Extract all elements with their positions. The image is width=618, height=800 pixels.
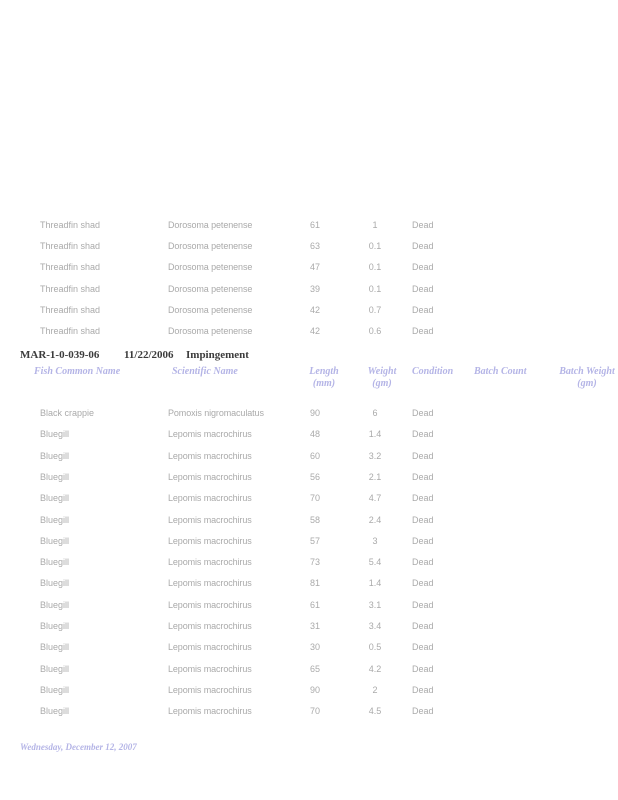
site-info-line: [20, 347, 618, 363]
cell-common-name: Bluegill: [40, 684, 70, 695]
cell-condition: Dead: [412, 706, 434, 717]
cell-condition: Dead: [412, 557, 434, 568]
cell-scientific-name: Lepomis macrochirus: [168, 557, 252, 568]
cell-weight: 0.7: [368, 304, 382, 315]
cell-condition: Dead: [412, 220, 434, 230]
cell-condition: Dead: [412, 514, 434, 525]
header-batch-weight-label: Batch Weight: [559, 366, 615, 377]
cell-weight: 1.4: [368, 429, 382, 440]
cell-condition: Dead: [412, 283, 434, 294]
table-row: [0, 218, 618, 232]
cell-length: 61: [309, 220, 320, 230]
cell-condition: Dead: [412, 326, 434, 336]
cell-length: 60: [309, 450, 320, 461]
cell-length: 56: [309, 471, 320, 482]
cell-weight: 2: [372, 684, 378, 695]
cell-length: 65: [309, 663, 320, 674]
cell-scientific-name: Lepomis macrochirus: [168, 684, 252, 695]
cell-common-name: Bluegill: [40, 557, 70, 568]
cell-length: 90: [309, 684, 320, 695]
header-batch-count: Batch Count: [474, 366, 527, 377]
cell-length: 30: [309, 642, 320, 653]
cell-scientific-name: Lepomis macrochirus: [168, 493, 252, 504]
cell-common-name: Bluegill: [40, 429, 70, 440]
cell-weight: 1.4: [368, 578, 382, 589]
cell-scientific-name: Dorosoma petenense: [168, 304, 253, 315]
cell-common-name: Bluegill: [40, 621, 70, 631]
cell-length: 58: [309, 514, 320, 525]
cell-scientific-name: Lepomis macrochirus: [168, 642, 252, 653]
cell-scientific-name: Pomoxis nigromaculatus: [168, 408, 264, 418]
cell-condition: Dead: [412, 535, 434, 546]
header-batch-weight-unit: (gm): [577, 378, 597, 389]
cell-weight: 5.4: [368, 557, 382, 568]
cell-condition: Dead: [412, 493, 434, 504]
table-row: [0, 427, 618, 441]
cell-scientific-name: Dorosoma petenense: [168, 262, 253, 273]
cell-condition: Dead: [412, 429, 434, 440]
table-row: [0, 534, 618, 548]
cell-scientific-name: Lepomis macrochirus: [168, 514, 252, 525]
header-batch-weight: [552, 366, 618, 390]
cell-weight: 3.1: [368, 599, 382, 610]
cell-scientific-name: Dorosoma petenense: [168, 326, 253, 336]
cell-common-name: Threadfin shad: [40, 262, 101, 273]
site-id: MAR-1-0-039-06: [20, 349, 100, 361]
cell-scientific-name: Lepomis macrochirus: [168, 535, 252, 546]
cell-weight: 3: [372, 535, 378, 546]
cell-common-name: Bluegill: [40, 493, 70, 504]
table-row: [0, 555, 618, 569]
table-row: [0, 662, 618, 676]
cell-condition: Dead: [412, 578, 434, 589]
cell-condition: Dead: [412, 684, 434, 695]
cell-length: 61: [309, 599, 320, 610]
cell-common-name: Threadfin shad: [40, 304, 101, 315]
cell-common-name: Bluegill: [40, 642, 70, 653]
header-weight: [360, 366, 404, 390]
cell-length: 42: [309, 326, 320, 336]
header-length-unit: (mm): [312, 378, 336, 389]
table-row: [0, 704, 618, 718]
table-row: [0, 260, 618, 274]
table-row: [0, 576, 618, 590]
cell-length: 90: [309, 408, 320, 418]
cell-scientific-name: Lepomis macrochirus: [168, 450, 252, 461]
cell-common-name: Bluegill: [40, 471, 70, 482]
header-weight-label: Weight: [367, 366, 397, 377]
table-row: [0, 598, 618, 612]
cell-weight: 0.6: [368, 326, 382, 336]
cell-length: 63: [309, 241, 320, 252]
cell-common-name: Threadfin shad: [40, 283, 101, 294]
cell-length: 42: [309, 304, 320, 315]
table-row: [0, 640, 618, 654]
cell-length: 57: [309, 535, 320, 546]
cell-scientific-name: Lepomis macrochirus: [168, 578, 252, 589]
cell-weight: 0.1: [368, 283, 382, 294]
cell-scientific-name: Lepomis macrochirus: [168, 429, 252, 440]
table-header: [0, 366, 618, 396]
cell-common-name: Bluegill: [40, 578, 70, 589]
table-row: [0, 491, 618, 505]
cell-scientific-name: Lepomis macrochirus: [168, 706, 252, 717]
header-length: [302, 366, 346, 390]
cell-common-name: Threadfin shad: [40, 326, 101, 336]
header-condition: Condition: [412, 366, 454, 377]
cell-condition: Dead: [412, 304, 434, 315]
cell-length: 39: [309, 283, 320, 294]
table-row: [0, 303, 618, 317]
cell-scientific-name: Lepomis macrochirus: [168, 621, 252, 631]
site-gear: Impingement: [186, 349, 249, 361]
cell-weight: 4.2: [368, 663, 382, 674]
footer-date: Wednesday, December 12, 2007: [20, 742, 137, 752]
cell-length: 48: [309, 429, 320, 440]
cell-weight: 0.1: [368, 241, 382, 252]
cell-scientific-name: Dorosoma petenense: [168, 283, 253, 294]
header-scientific-name: Scientific Name: [172, 366, 238, 377]
cell-weight: 0.1: [368, 262, 382, 273]
cell-weight: 2.1: [368, 471, 382, 482]
cell-condition: Dead: [412, 599, 434, 610]
cell-common-name: Bluegill: [40, 599, 70, 610]
table-row: [0, 239, 618, 253]
table-row: [0, 619, 618, 633]
site-date: 11/22/2006: [124, 349, 174, 361]
cell-common-name: Bluegill: [40, 663, 70, 674]
cell-scientific-name: Lepomis macrochirus: [168, 471, 252, 482]
table-row: [0, 449, 618, 463]
cell-weight: 3.4: [368, 621, 382, 631]
cell-length: 70: [309, 706, 320, 717]
cell-weight: 4.7: [368, 493, 382, 504]
table-row: [0, 683, 618, 697]
cell-condition: Dead: [412, 663, 434, 674]
cell-weight: 0.5: [368, 642, 382, 653]
cell-condition: Dead: [412, 408, 434, 418]
cell-common-name: Threadfin shad: [40, 220, 101, 230]
table-row: [0, 406, 618, 420]
cell-weight: 6: [372, 408, 378, 418]
cell-common-name: Bluegill: [40, 535, 70, 546]
cell-condition: Dead: [412, 621, 434, 631]
table-row: [0, 470, 618, 484]
cell-weight: 3.2: [368, 450, 382, 461]
cell-condition: Dead: [412, 642, 434, 653]
cell-scientific-name: Lepomis macrochirus: [168, 599, 252, 610]
cell-length: 31: [309, 621, 320, 631]
cell-weight: 4.5: [368, 706, 382, 717]
cell-condition: Dead: [412, 262, 434, 273]
cell-common-name: Black crappie: [40, 408, 95, 418]
cell-condition: Dead: [412, 450, 434, 461]
table-row: [0, 513, 618, 527]
cell-common-name: Bluegill: [40, 706, 70, 717]
cell-condition: Dead: [412, 241, 434, 252]
cell-length: 47: [309, 262, 320, 273]
cell-common-name: Bluegill: [40, 514, 70, 525]
cell-weight: 1: [372, 220, 378, 230]
cell-scientific-name: Dorosoma petenense: [168, 220, 253, 230]
table-row: [0, 282, 618, 296]
table-row: [0, 324, 618, 338]
header-common-name: Fish Common Name: [34, 366, 121, 377]
cell-length: 73: [309, 557, 320, 568]
cell-common-name: Threadfin shad: [40, 241, 101, 252]
cell-scientific-name: Dorosoma petenense: [168, 241, 253, 252]
header-length-label: Length: [309, 366, 339, 377]
cell-scientific-name: Lepomis macrochirus: [168, 663, 252, 674]
cell-common-name: Bluegill: [40, 450, 70, 461]
cell-weight: 2.4: [368, 514, 382, 525]
cell-length: 70: [309, 493, 320, 504]
cell-length: 81: [309, 578, 320, 589]
header-weight-unit: (gm): [372, 378, 392, 389]
cell-condition: Dead: [412, 471, 434, 482]
